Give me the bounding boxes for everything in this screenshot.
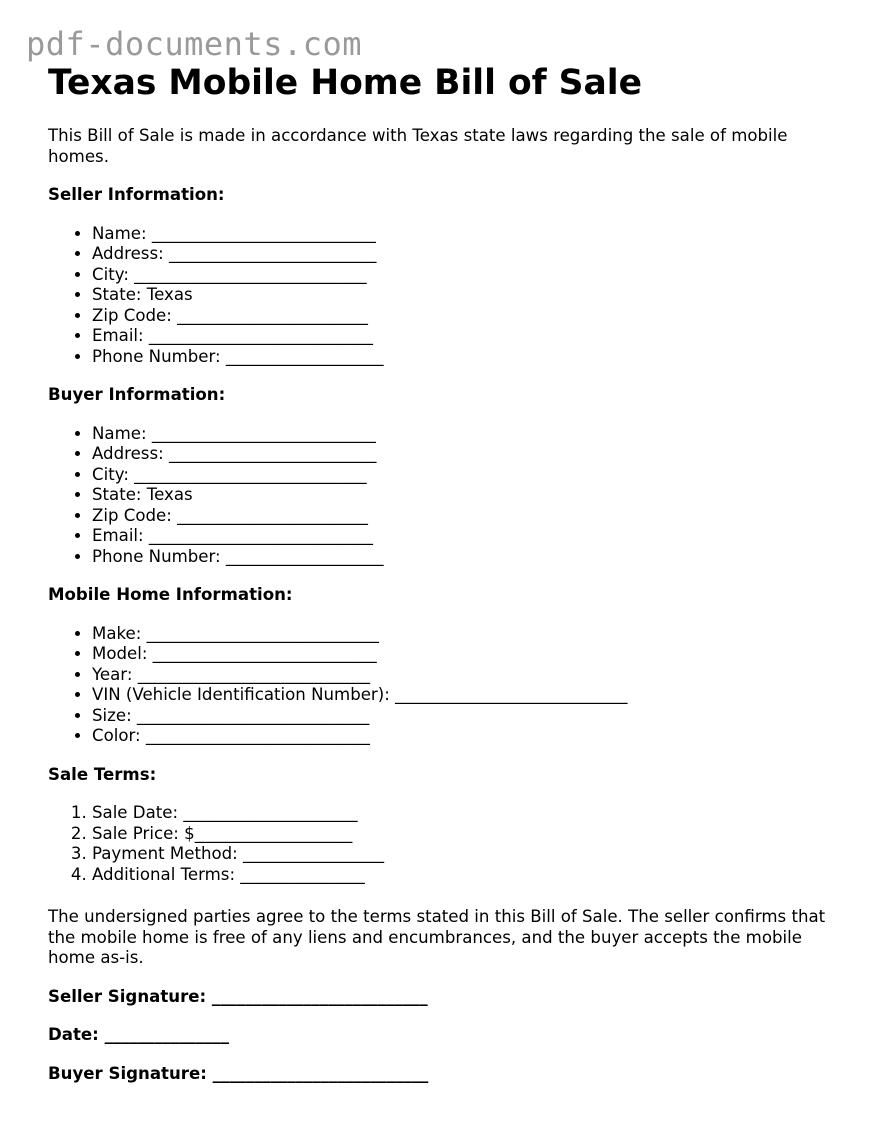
buyer-city-field: • City: ____________________________: [92, 465, 838, 486]
mobile-home-make-field: • Make: ____________________________: [92, 624, 838, 645]
seller-phone-field: • Phone Number: ___________________: [92, 347, 838, 368]
sale-price-field: 2. Sale Price: $___________________: [92, 824, 838, 845]
seller-state-field: • State: Texas: [92, 285, 838, 306]
agreement-paragraph: The undersigned parties agree to the terms stated in this Bill of Sale. The seller confirms that the mobile home is free of any liens and encumbrances, and the buyer accepts the mobile home as-is.: [48, 907, 826, 967]
mobile-home-section-heading: Mobile Home Information:: [48, 585, 293, 604]
document-body: [48, 62, 838, 1084]
mobile-home-model-field: • Model: ___________________________: [92, 644, 838, 665]
mobile-home-info-list: [48, 624, 838, 747]
buyer-address-field: • Address: _________________________: [92, 444, 838, 465]
mobile-home-vin-field: • VIN (Vehicle Identification Number): ____________________________: [92, 685, 838, 706]
document-title: Texas Mobile Home Bill of Sale: [48, 63, 643, 103]
mobile-home-year-field: • Year: ____________________________: [92, 665, 838, 686]
sale-terms-section-heading: Sale Terms:: [48, 764, 157, 784]
watermark: pdf-documents.com: [26, 25, 363, 63]
seller-section-heading: Seller Information:: [48, 185, 225, 204]
buyer-section-heading: Buyer Information:: [48, 385, 226, 404]
buyer-info-list: [48, 424, 838, 568]
buyer-zip-field: • Zip Code: _______________________: [92, 506, 838, 527]
mobile-home-color-field: • Color: ___________________________: [92, 726, 838, 747]
payment-method-field: 3. Payment Method: _________________: [92, 844, 838, 865]
sale-date-field: 1. Sale Date: _____________________: [92, 803, 838, 824]
seller-address-field: • Address: _________________________: [92, 244, 838, 265]
intro-paragraph: This Bill of Sale is made in accordance with Texas state laws regarding the sale of mobile homes.: [48, 126, 788, 166]
additional-terms-field: 4. Additional Terms: _______________: [92, 865, 838, 886]
buyer-email-field: • Email: ___________________________: [92, 526, 838, 547]
buyer-signature-line: Buyer Signature: __________________________: [48, 1063, 429, 1083]
seller-signature-line: Seller Signature: __________________________: [48, 986, 428, 1006]
seller-city-field: • City: ____________________________: [92, 265, 838, 286]
buyer-phone-field: • Phone Number: ___________________: [92, 547, 838, 568]
seller-name-field: • Name: ___________________________: [92, 224, 838, 245]
seller-zip-field: • Zip Code: _______________________: [92, 306, 838, 327]
buyer-state-field: • State: Texas: [92, 485, 838, 506]
date-line: Date: _______________: [48, 1025, 230, 1044]
sale-terms-list: [48, 803, 838, 885]
seller-email-field: • Email: ___________________________: [92, 326, 838, 347]
seller-info-list: [48, 224, 838, 368]
mobile-home-size-field: • Size: ____________________________: [92, 706, 838, 727]
buyer-name-field: • Name: ___________________________: [92, 424, 838, 445]
